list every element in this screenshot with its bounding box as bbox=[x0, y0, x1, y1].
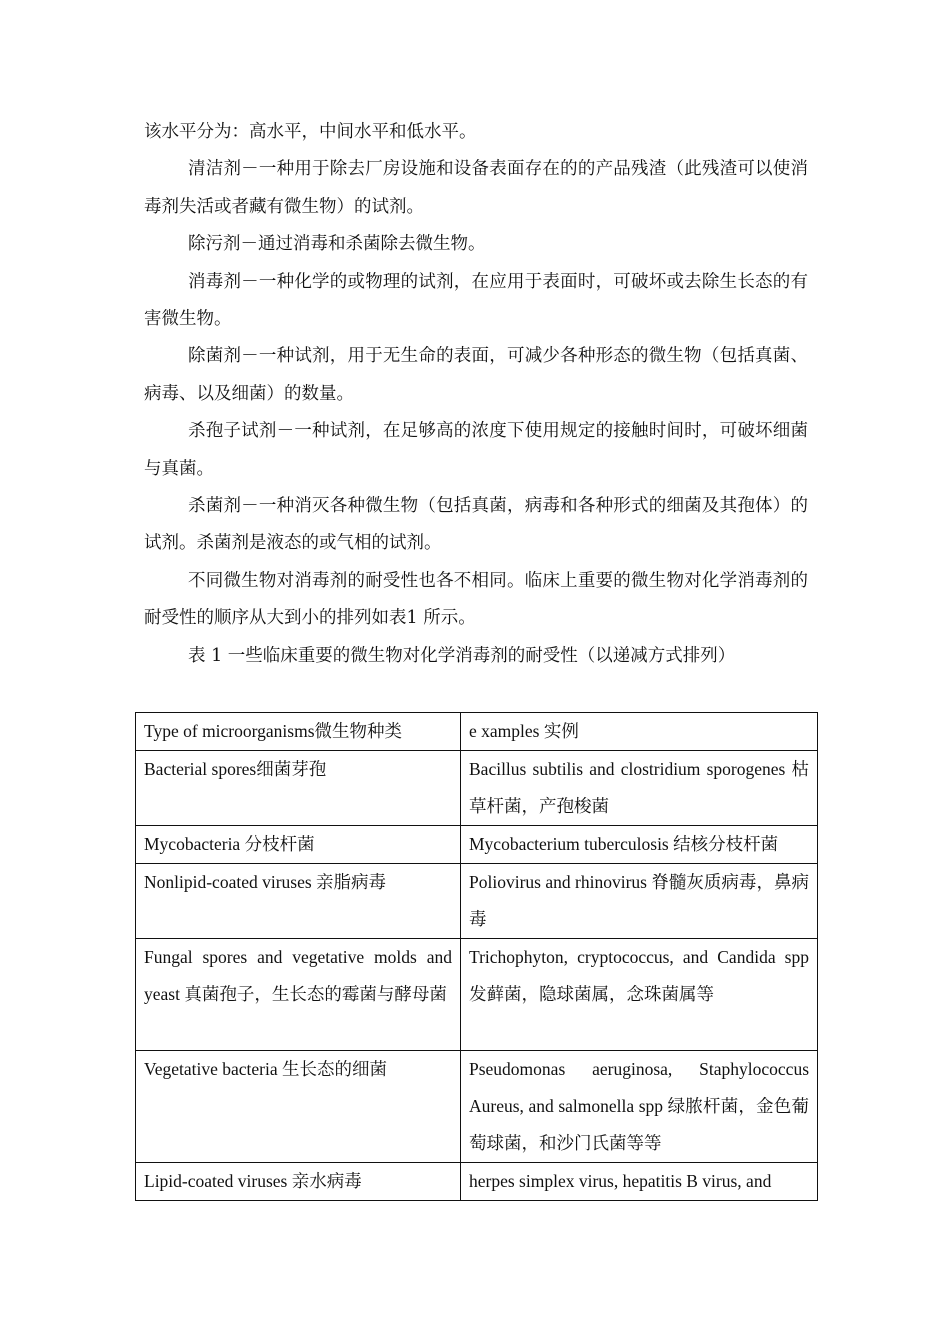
table-cell bbox=[136, 1051, 461, 1163]
table-header-row bbox=[136, 713, 818, 751]
paragraph-levels: 该水平分为：高水平，中间水平和低水平。 bbox=[144, 122, 477, 142]
cell-text: Poliovirus and rhinovirus 脊髓灰质病毒，鼻病毒 bbox=[469, 872, 809, 929]
table-cell bbox=[136, 939, 461, 1051]
cell-text: Fungal spores and vegetative molds and yeast 真菌孢子，生长态的霉菌与酵母菌 bbox=[144, 947, 452, 1004]
table-cell bbox=[461, 1163, 818, 1201]
table-cell bbox=[136, 826, 461, 864]
table-cell bbox=[461, 826, 818, 864]
table-cell bbox=[461, 864, 818, 939]
paragraph-sporicide: 杀孢子试剂－一种试剂，在足够高的浓度下使用规定的接触时间时，可破坏细菌与真菌。 bbox=[144, 421, 808, 479]
cell-text: Bacterial spores细菌芽孢 bbox=[144, 759, 327, 779]
table-row bbox=[136, 826, 818, 864]
header-cell-examples bbox=[461, 713, 818, 751]
table-cell bbox=[136, 864, 461, 939]
paragraph-decontaminant: 除污剂－通过消毒和杀菌除去微生物。 bbox=[188, 234, 486, 255]
table-row bbox=[136, 1163, 818, 1201]
paragraph-sanitizer: 除菌剂－一种试剂，用于无生命的表面，可减少各种形态的微生物（包括真菌、病毒、以及细菌）的数量。 bbox=[144, 346, 808, 404]
resistance-table bbox=[135, 712, 818, 1201]
cell-text: Vegetative bacteria 生长态的细菌 bbox=[144, 1059, 387, 1079]
table-cell bbox=[136, 1163, 461, 1201]
cell-text: Mycobacteria 分枝杆菌 bbox=[144, 834, 315, 854]
cell-text: Pseudomonas aeruginosa, Staphylococcus Aureus, and salmonella spp 绿脓杆菌，金色葡萄球菌，和沙门氏菌等等 bbox=[469, 1059, 809, 1153]
table-row bbox=[136, 939, 818, 1051]
table-row bbox=[136, 1051, 818, 1163]
table-cell bbox=[461, 939, 818, 1051]
cell-text: Trichophyton, cryptococcus, and Candida spp 发藓菌，隐球菌属，念珠菌属等 bbox=[469, 947, 809, 1004]
paragraph-disinfectant: 消毒剂－一种化学的或物理的试剂，在应用于表面时，可破坏或去除生长态的有害微生物。 bbox=[144, 271, 808, 330]
cell-text: Nonlipid-coated viruses 亲脂病毒 bbox=[144, 872, 387, 892]
table-cell bbox=[461, 751, 818, 826]
cell-text: Mycobacterium tuberculosis 结核分枝杆菌 bbox=[469, 834, 779, 854]
paragraph-sterilant: 杀菌剂－一种消灭各种微生物（包括真菌，病毒和各种形式的细菌及其孢体）的试剂。杀菌剂是液态的或气相的试剂。 bbox=[144, 496, 808, 554]
header-examples-text: e xamples 实例 bbox=[469, 721, 579, 741]
header-type-text: Type of microorganisms微生物种类 bbox=[144, 721, 403, 741]
cell-text: herpes simplex virus, hepatitis B virus, and bbox=[469, 1171, 772, 1191]
table-row bbox=[136, 751, 818, 826]
header-cell-type bbox=[136, 713, 461, 751]
body-text bbox=[144, 114, 808, 675]
cell-text: Bacillus subtilis and clostridium sporogenes 枯草杆菌，产孢梭菌 bbox=[469, 759, 809, 816]
cell-text: Lipid-coated viruses 亲水病毒 bbox=[144, 1171, 362, 1191]
paragraph-cleaning-agent: 清洁剂－一种用于除去厂房设施和设备表面存在的的产品残渣（此残渣可以使消毒剂失活或者藏有微生物）的试剂。 bbox=[144, 159, 808, 217]
paragraph-resistance-intro: 不同微生物对消毒剂的耐受性也各不相同。临床上重要的微生物对化学消毒剂的耐受性的顺序从大到小的排列如表1 所示。 bbox=[144, 570, 808, 629]
table-cell bbox=[461, 1051, 818, 1163]
table-cell bbox=[136, 751, 461, 826]
table-row bbox=[136, 864, 818, 939]
table-caption: 表 1 一些临床重要的微生物对化学消毒剂的耐受性（以递减方式排列） bbox=[188, 645, 736, 666]
